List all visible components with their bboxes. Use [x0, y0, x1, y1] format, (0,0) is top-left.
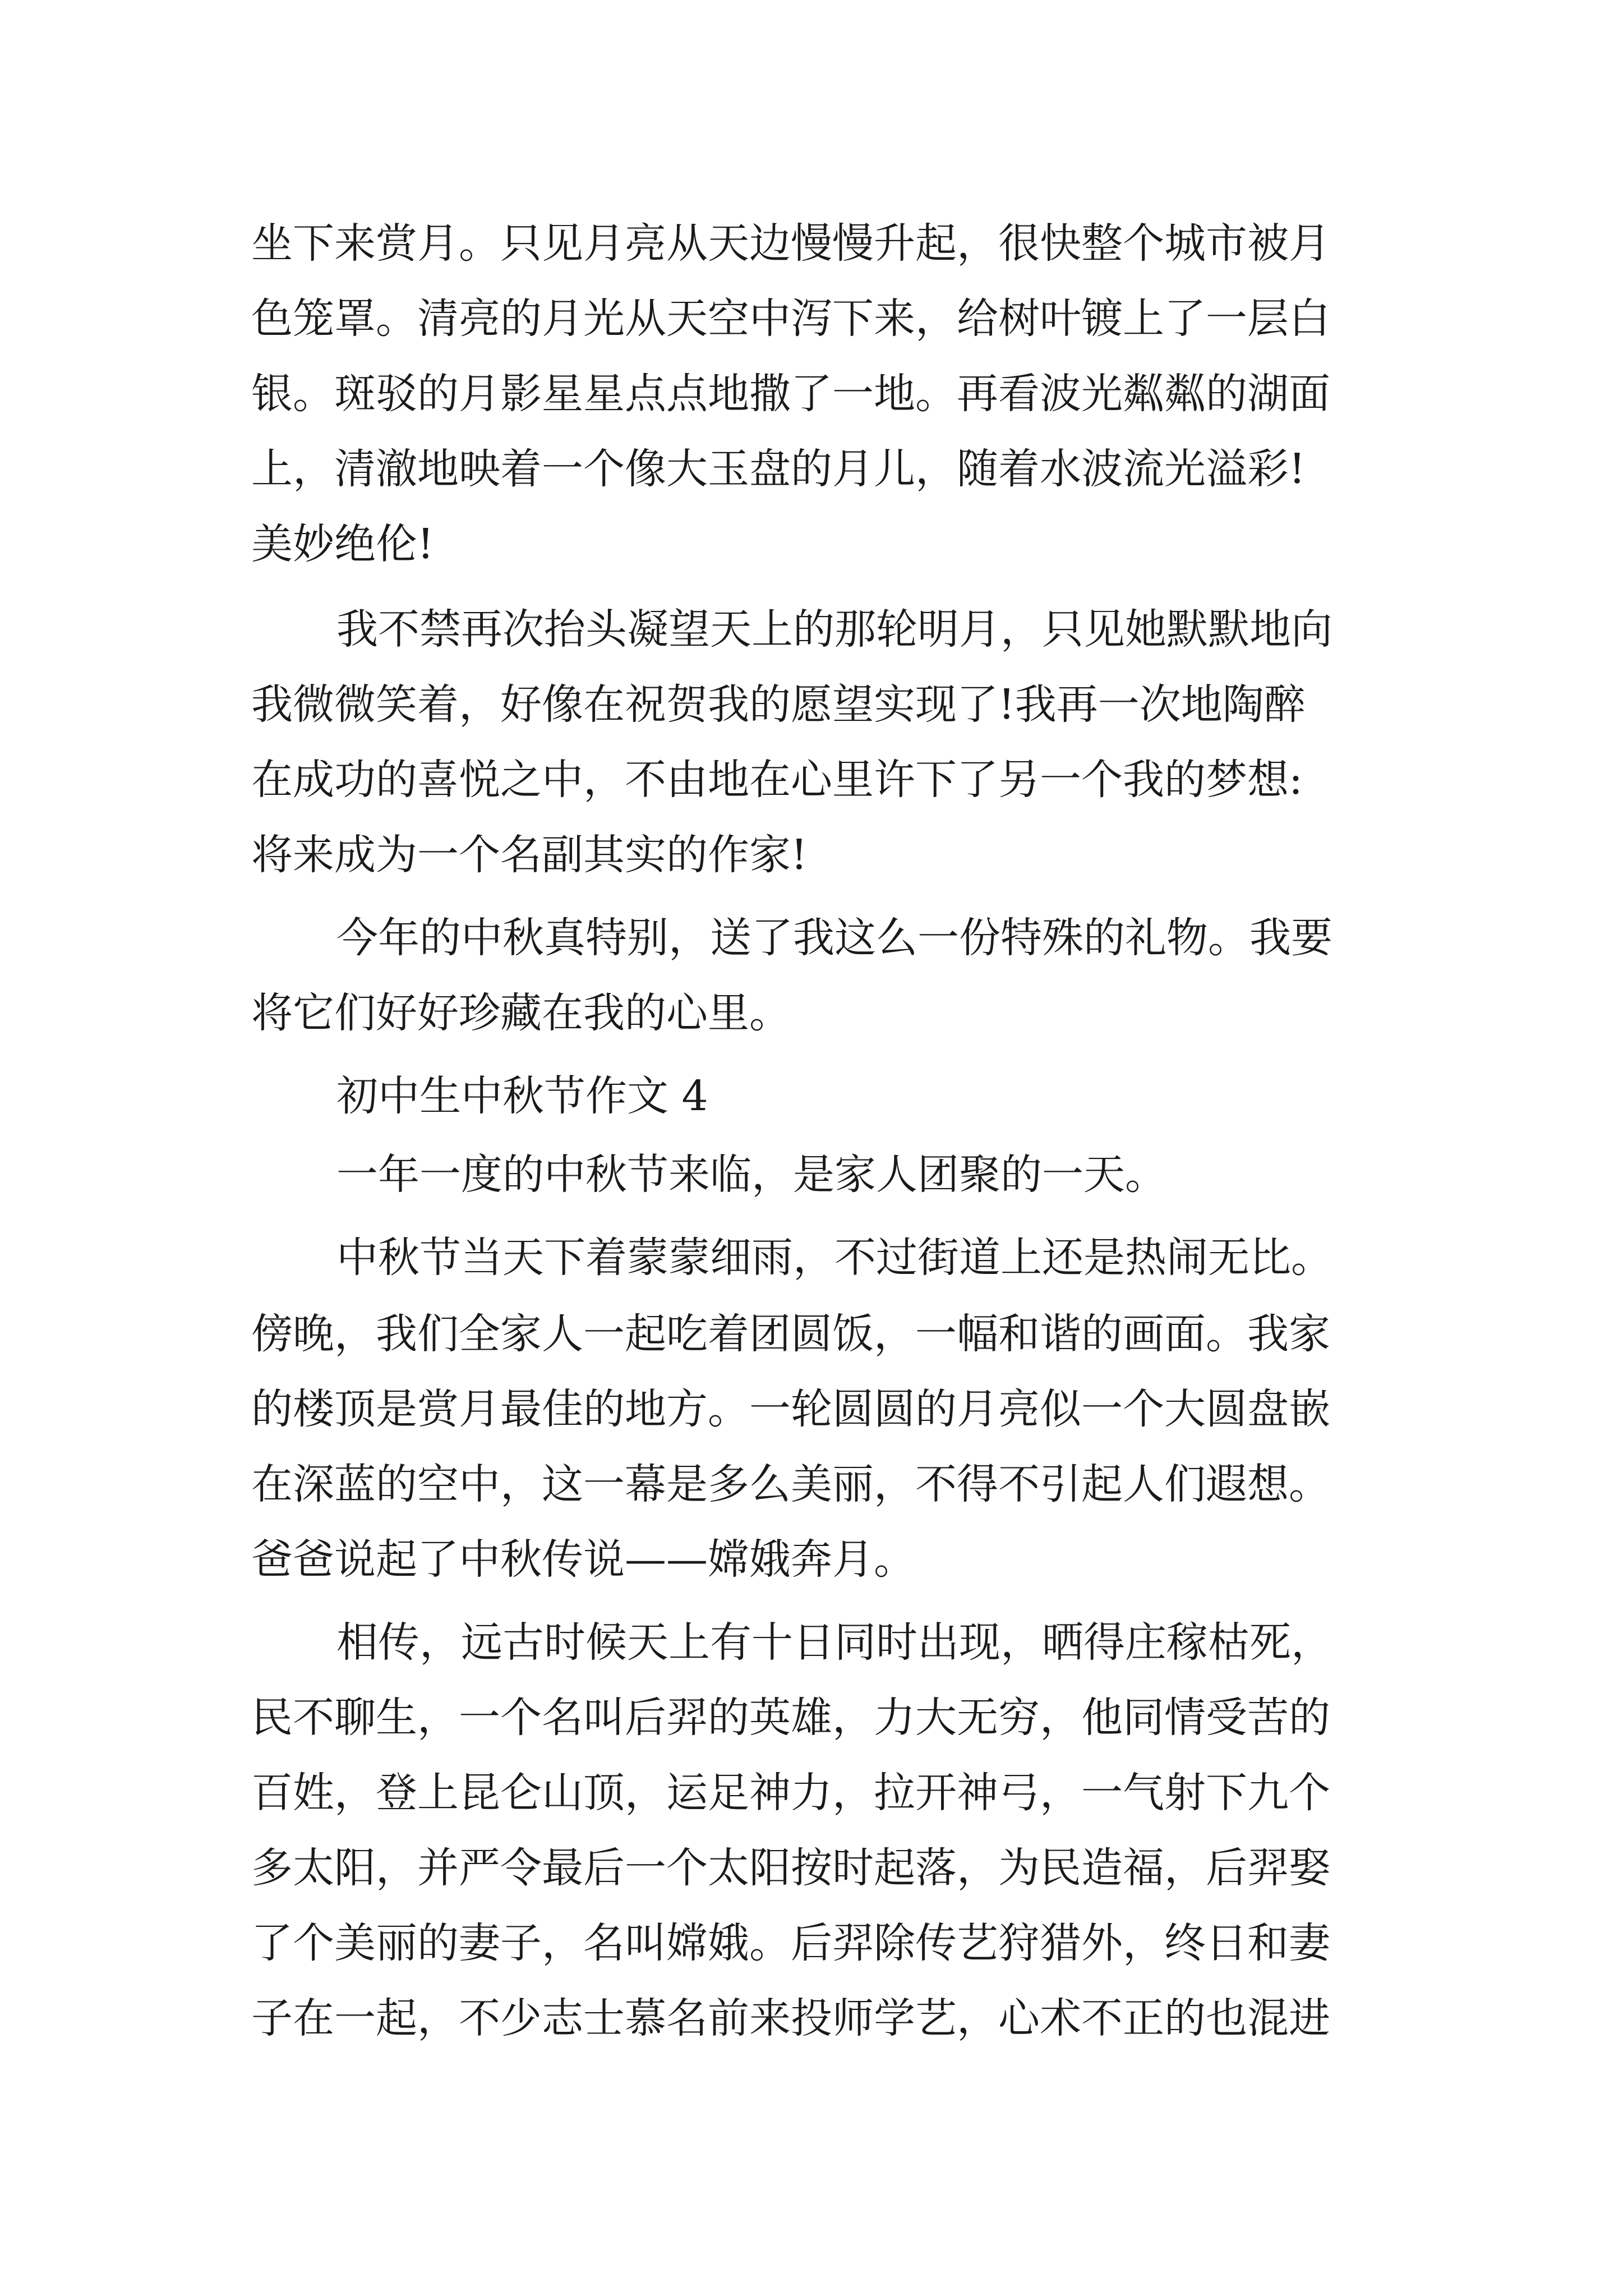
text-line: 百姓，登上昆仑山顶，运足神力，拉开神弓，一气射下九个: [251, 1769, 1330, 1817]
text-line: 我微微笑着，好像在祝贺我的愿望实现了!我再一次地陶醉: [251, 680, 1306, 729]
text-line: 我不禁再次抬头凝望天上的那轮明月，只见她默默地向: [336, 605, 1332, 654]
text-line: 将它们好好珍藏在我的心里。: [251, 989, 791, 1037]
text-line: 民不聊生，一个名叫后羿的英雄，力大无穷，他同情受苦的: [251, 1694, 1330, 1742]
text-line: 在深蓝的空中，这一幕是多么美丽，不得不引起人们遐想。: [251, 1460, 1330, 1508]
text-line: 色笼罩。清亮的月光从天空中泻下来，给树叶镀上了一层白: [251, 295, 1330, 343]
text-line: 中秋节当天下着蒙蒙细雨，不过街道上还是热闹无比。: [336, 1234, 1332, 1282]
text-line: 上，清澈地映着一个像大玉盘的月儿，随着水波流光溢彩!: [251, 445, 1306, 493]
text-line: 了个美丽的妻子，名叫嫦娥。后羿除传艺狩猎外，终日和妻: [251, 1919, 1330, 1967]
text-line: 在成功的喜悦之中，不由地在心里许下了另一个我的梦想:: [251, 756, 1303, 804]
text-line: 坐下来赏月。只见月亮从天边慢慢升起，很快整个城市被月: [251, 219, 1330, 268]
text-line: 爸爸说起了中秋传说——嫦娥奔月。: [251, 1535, 915, 1584]
text-line: 相传，远古时候天上有十日同时出现，晒得庄稼枯死，: [336, 1618, 1332, 1667]
text-line: 银。斑驳的月影星星点点地撒了一地。再看波光粼粼的湖面: [251, 370, 1330, 418]
text-line: 一年一度的中秋节来临，是家人团聚的一天。: [336, 1151, 1166, 1199]
text-line: 傍晚，我们全家人一起吃着团圆饭，一幅和谐的画面。我家: [251, 1310, 1330, 1358]
text-line: 多太阳，并严令最后一个太阳按时起落，为民造福，后羿娶: [251, 1844, 1330, 1892]
text-line: 将来成为一个名副其实的作家!: [251, 831, 808, 879]
text-line: 今年的中秋真特别，送了我这么一份特殊的礼物。我要: [336, 914, 1332, 962]
section-heading: 初中生中秋节作文 4: [336, 1072, 708, 1120]
text-line: 的楼顶是赏月最佳的地方。一轮圆圆的月亮似一个大圆盘嵌: [251, 1385, 1330, 1433]
text-line: 子在一起，不少志士慕名前来投师学艺，心术不正的也混进: [251, 1994, 1330, 2042]
text-line: 美妙绝伦!: [251, 520, 434, 568]
